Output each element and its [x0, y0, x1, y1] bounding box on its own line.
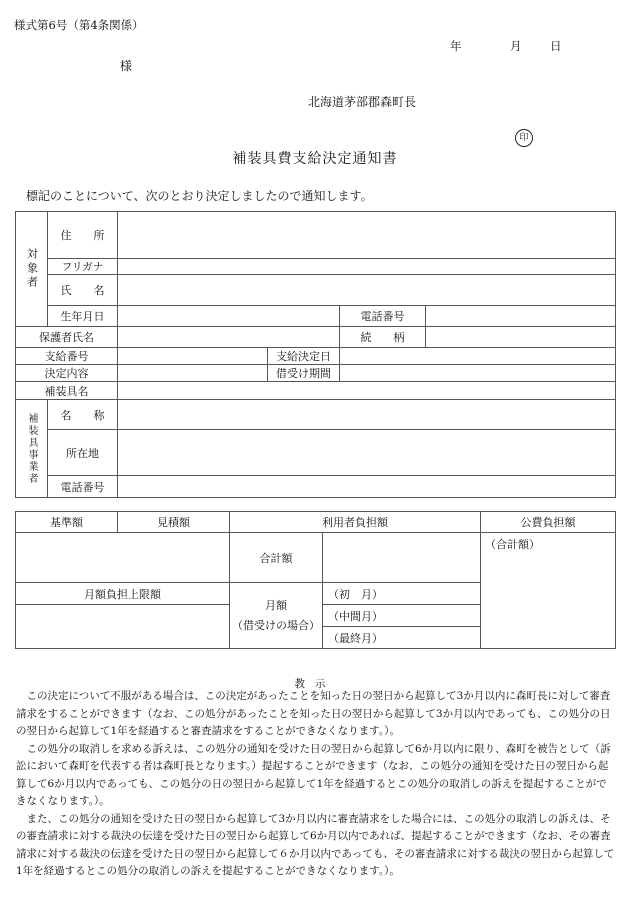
recipient-suffix: 様 — [120, 59, 133, 73]
guardian-name-field[interactable] — [118, 327, 340, 348]
finance-table — [15, 511, 616, 649]
base-amount-label: 基準額 — [16, 512, 118, 533]
seal-mark: 印 — [515, 129, 533, 147]
vendor-phone-field[interactable] — [118, 476, 616, 498]
vendor-location-label: 所在地 — [48, 430, 118, 476]
furigana-label: フリガナ — [48, 259, 118, 275]
vendor-name-label: 名 称 — [48, 400, 118, 430]
phone-label: 電話番号 — [340, 306, 426, 327]
device-name-label: 補装具名 — [16, 382, 118, 400]
public-total-label: （合計額） — [481, 533, 616, 649]
lease-case-text: （借受けの場合） — [232, 618, 320, 632]
decision-date-label: 支給決定日 — [268, 348, 340, 365]
public-burden-label: 公費負担額 — [481, 512, 616, 533]
monthly-cap-label: 月額負担上限額 — [16, 583, 230, 605]
birthdate-label: 生年月日 — [48, 306, 118, 327]
phone-field[interactable] — [426, 306, 616, 327]
monthly-label — [230, 583, 323, 649]
notice-paragraph-2: この処分の取消しを求める訴えは、この処分の通知を受けた日の翌日から起算して6か月以内に限り、森町を被告として（訴訟において森町を代表する者は森町長となります。）提起することができます（なお、この処分の通知を受けた日の翌日から起算して6か月以内であっても、この処分の日の翌日から起算して1年を経過するとこの処分の取消しの訴えを提起することができなくなります。）。 — [16, 742, 611, 807]
user-burden-label: 利用者負担額 — [230, 512, 481, 533]
guardian-name-label: 保護者氏名 — [16, 327, 118, 348]
monthly-cap-field[interactable] — [16, 605, 230, 649]
vendor-location-field[interactable] — [118, 430, 616, 476]
date-day: 日 — [550, 39, 562, 53]
relationship-label: 続 柄 — [340, 327, 426, 348]
date-line — [450, 38, 562, 54]
decision-content-field[interactable] — [118, 365, 268, 382]
relationship-field[interactable] — [426, 327, 616, 348]
furigana-field[interactable] — [118, 259, 616, 275]
device-name-field[interactable] — [118, 382, 616, 400]
estimate-label: 見積額 — [118, 512, 230, 533]
issuer-name: 北海道茅部郡森町長 — [308, 95, 417, 109]
notice-heading: 教示 — [294, 678, 336, 690]
notice-body — [16, 688, 616, 881]
name-field[interactable] — [118, 275, 616, 306]
date-month: 月 — [510, 39, 522, 53]
name-label: 氏 名 — [48, 275, 118, 306]
total-label: 合計額 — [230, 533, 323, 583]
payment-number-field[interactable] — [118, 348, 268, 365]
form-number: 様式第6号（第4条関係） — [14, 18, 144, 32]
document-title: 補装具費支給決定通知書 — [232, 151, 398, 167]
last-month-field[interactable]: （最終月） — [323, 627, 481, 649]
payment-number-label: 支給番号 — [16, 348, 118, 365]
subject-group-label: 対象者 — [16, 212, 48, 327]
decision-date-field[interactable] — [340, 348, 616, 365]
first-month-field[interactable]: （初 月） — [323, 583, 481, 605]
address-field[interactable] — [118, 212, 616, 259]
vendor-name-field[interactable] — [118, 400, 616, 430]
vendor-group-label: 補装具事業者 — [16, 400, 48, 498]
middle-month-field[interactable]: （中間月） — [323, 605, 481, 627]
notice-paragraph-3: また、この処分の通知を受けた日の翌日から起算して3か月以内に審査請求をした場合には、この処分の取消しの訴えは、その審査請求に対する裁決の伝達を受けた日の翌日から起算して6か月以内であれば、提起することができます（なお、その審査請求に対する裁決の伝達を受けた日の翌日から起算して６か月以内であっても、その審査請求に対する裁決の翌日から起算して1年を経過するとこの処分の取消しの訴えを提起することができなくなります。）。 — [16, 812, 615, 877]
base-estimate-field[interactable] — [16, 533, 230, 583]
birthdate-field[interactable] — [118, 306, 340, 327]
vendor-phone-label: 電話番号 — [48, 476, 118, 498]
total-field[interactable] — [323, 533, 481, 583]
date-year: 年 — [450, 39, 462, 53]
applicant-table — [15, 211, 616, 498]
address-label: 住 所 — [48, 212, 118, 259]
lease-period-label: 借受け期間 — [268, 365, 340, 382]
monthly-text: 月額 — [265, 598, 287, 612]
decision-content-label: 決定内容 — [16, 365, 118, 382]
lease-period-field[interactable] — [340, 365, 616, 382]
notice-paragraph-1: この決定について不服がある場合は、この決定があったことを知った日の翌日から起算して3か月以内に森町長に対して審査請求をすることができます（なお、この処分があったことを知った日の翌日から起算して3か月以内であっても、この処分の日の翌日から起算して1年を経過すると審査請求をすることができなくなります。）。 — [16, 690, 611, 737]
intro-text: 標記のことについて、次のとおり決定しましたので通知します。 — [26, 189, 373, 203]
